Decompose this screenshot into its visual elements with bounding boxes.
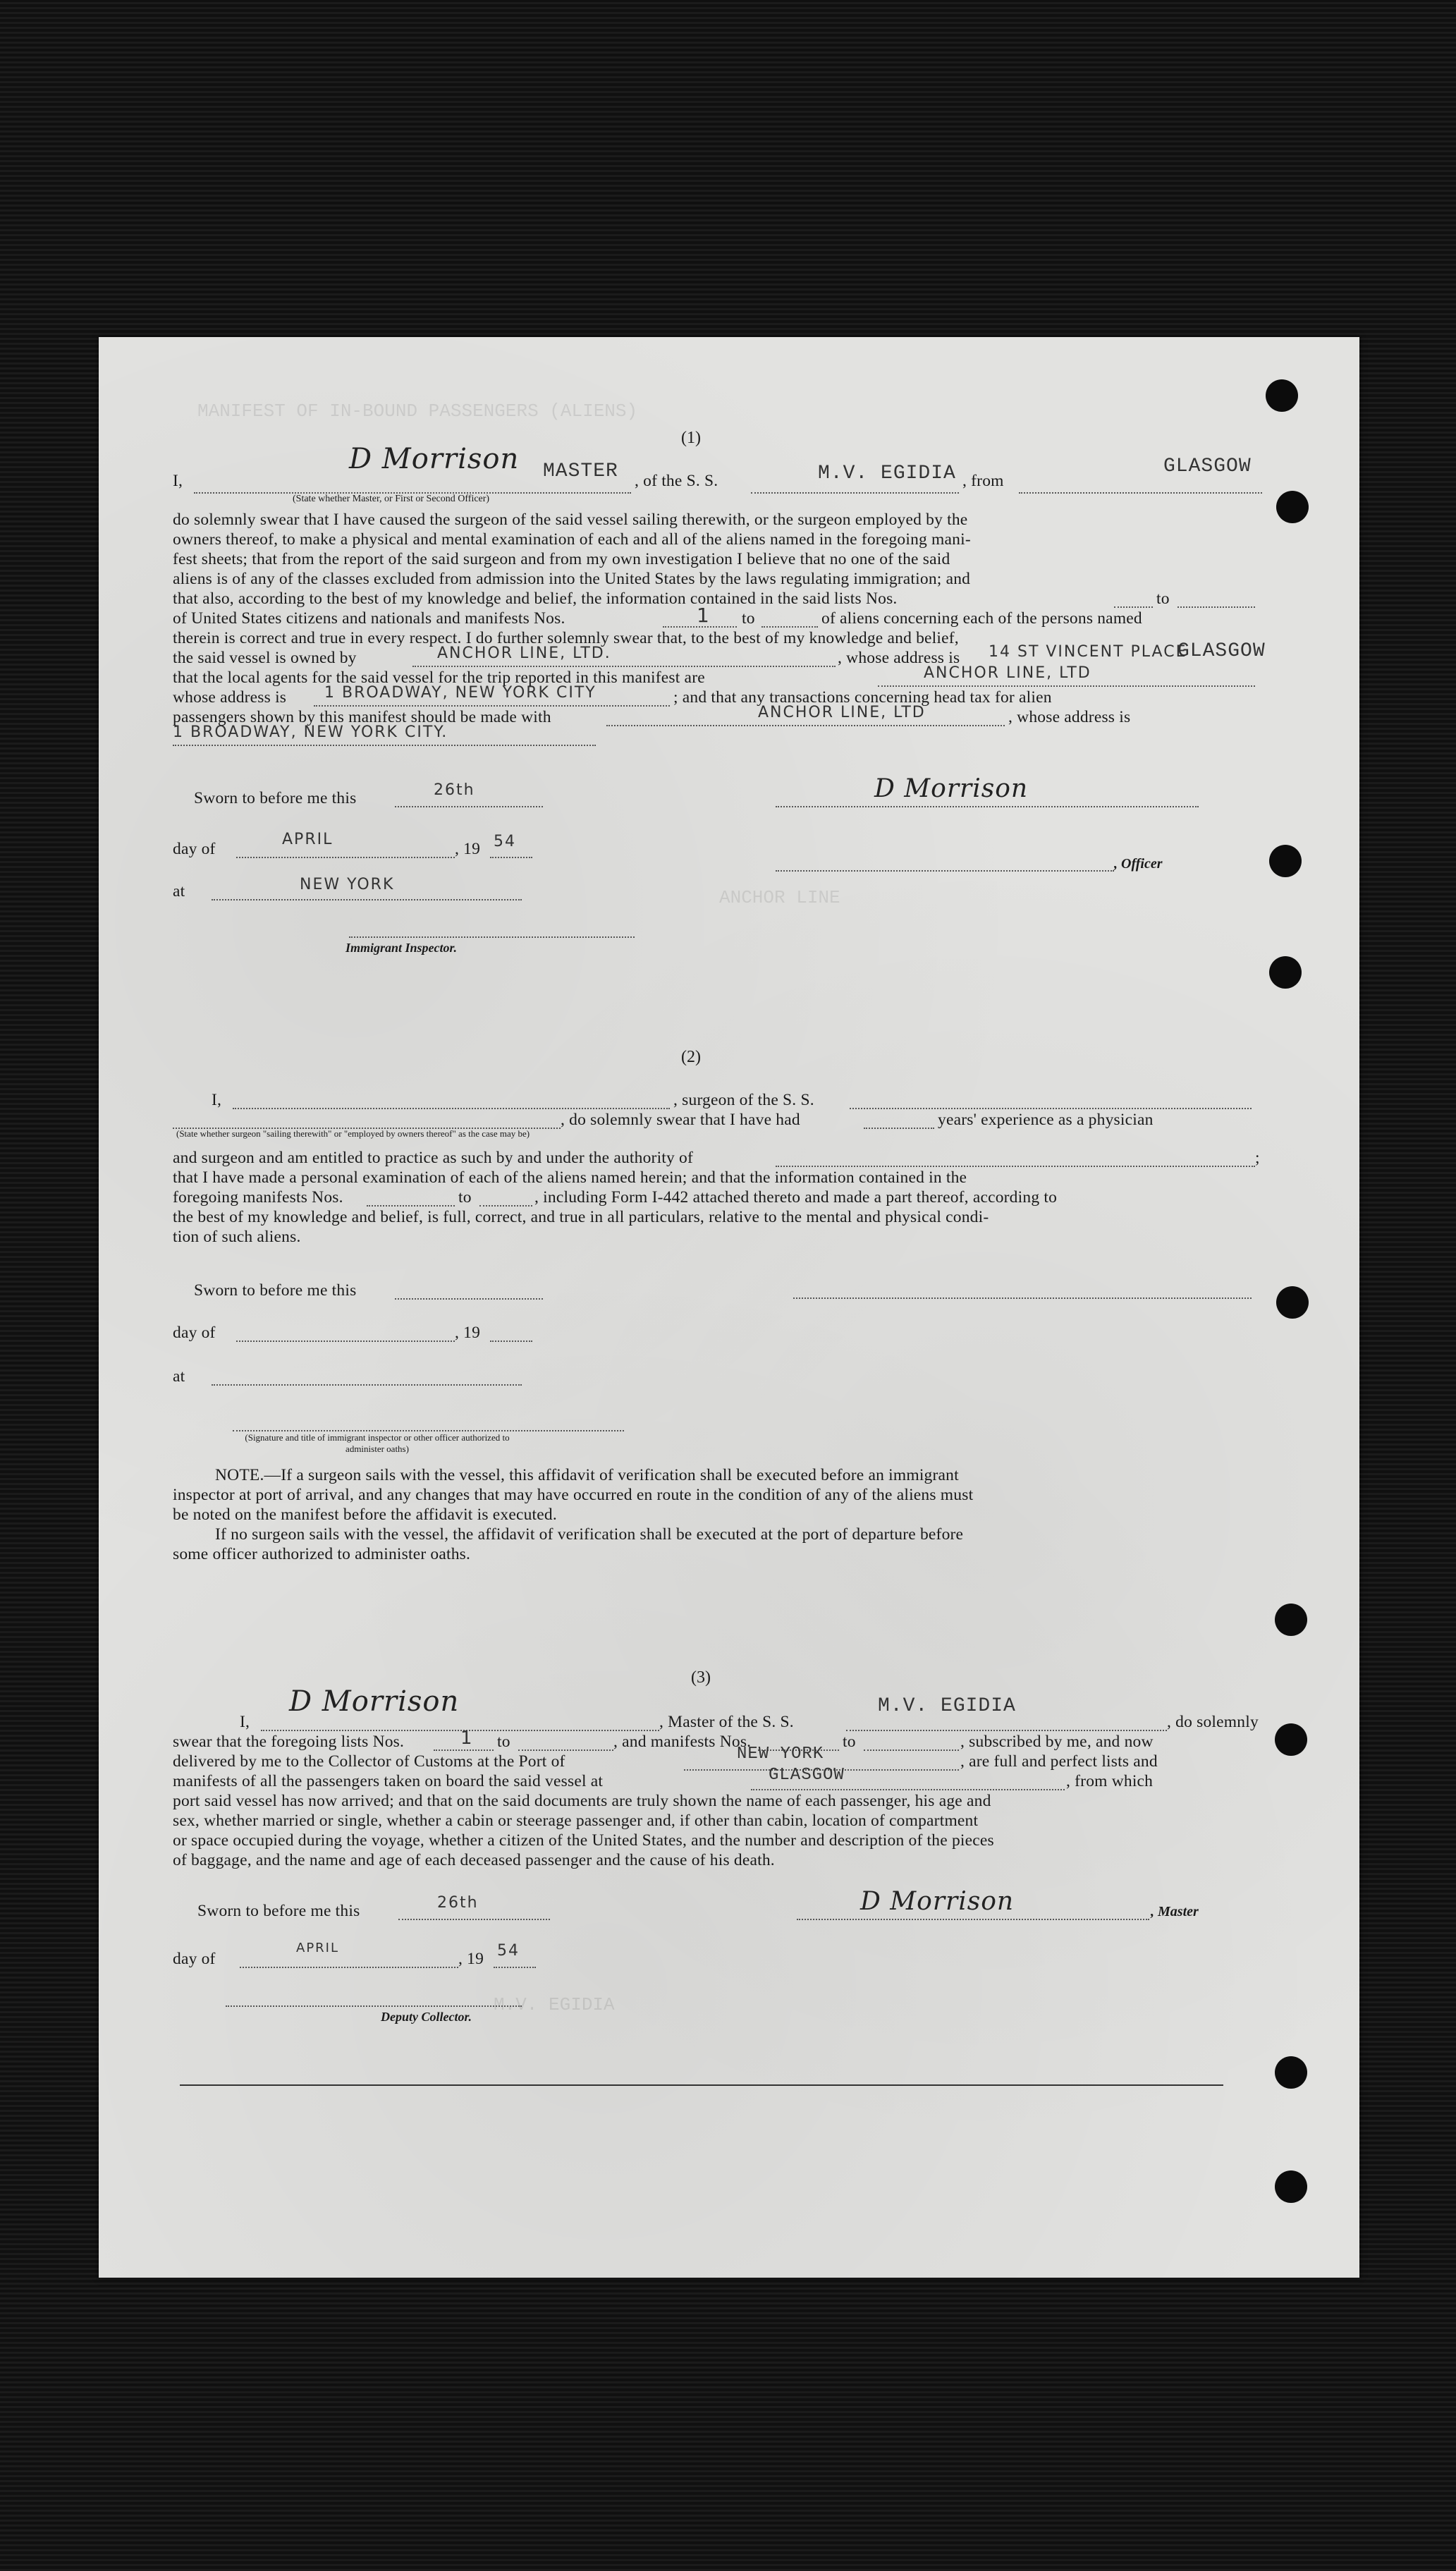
s1-master-signature: D Morrison: [349, 443, 520, 475]
s2-year-line: [490, 1341, 532, 1342]
s3-i-label: I,: [240, 1713, 250, 1731]
s1-port-line: [1019, 492, 1262, 494]
s2-authority-line: [776, 1166, 1255, 1167]
s3-port-departure: GLASGOW: [769, 1766, 845, 1785]
s1-agent-addr-line: [314, 705, 670, 707]
s2-swear-text: , do solemnly swear that I have had: [561, 1111, 800, 1129]
s2-month-line: [236, 1341, 455, 1342]
manifest-affidavit-sheet: MANIFEST OF IN-BOUND PASSENGERS (ALIENS) ANCHOR LINE M.V. EGIDIA (1) I, D Morrison MASTER , of the S. S. M.V. EGIDIA , from GLASGOW (State whether Master, or First or Second Officer) do solemnly swear that I have caused the surgeon of the said vessel sailing therewith, or the surgeon employed by the owners thereof, to make a physical and mental examination of each and all of the aliens named in the foregoing mani- fest sheets; that from the report of the said surgeon and from my own investigation I believe that no one of the said aliens is of any of the classes excluded from admission into the United States by the laws regulating immigration; and that also, according to the best of my knowledge and belief, the information contained in the said lists Nos. to of United States citizens and nationals and manifests Nos. 1 to of aliens concerning each of the persons named therein is correct and true in every respect. I do further solemnly swear that, to the best of my knowledge and belief, the said vessel is owned by ANCHOR LINE, LTD. , whose address is 14 ST VINCENT PLACE GLASGOW that the local agents for the said vessel for the trip reported in this manifest are ANCHOR LINE, LTD whose address is 1 BROADWAY, NEW YORK CITY ; and that any transactions concerning head tax for alien passengers shown by this manifest should be made with ANCHOR LINE, LTD , whose address is 1 BROADWAY, NEW YORK CITY. Sworn to before me this 26th D Morrison day of APRIL , 19 54 , Officer at NEW YORK Immigrant Inspector. (2) I, , surgeon of the S. S. , do solemnly swear that I have had years' experience as a physician (State whether surgeon "sailing therewith" or "employed by owners thereof" as the case may be) and surgeon and am entitled to practice as such by and under the authority of ; that I have made a personal examination of each of the aliens named herein; and that the information contained in the foregoing manifests Nos. to , including Form I-442 attached thereto and made a part thereof, according to the best of my knowledge and belief, is full, correct, and true in all particulars, relative to the mental and physical condi- tion of such aliens. Sworn to before me this day of , 19 at (Signature and title of immigrant inspector or other officer authorized to administer oaths) NOTE.—If a surgeon sails with the vessel, this affidavit of verification shall be executed before an immigrant inspector at port of arrival, and any changes that may have occurred en route in the condition of any of the aliens must be noted on the manifest before the affidavit is executed. If no surgeon sails with the vessel, the affidavit of verification shall be executed at the port of departure before some officer authorized to administer oaths. (3) I, D Morrison , Master of the S. S. M.V. EGIDIA , do solemnly swear that the foregoing lists Nos. 1 to , and manifests Nos. to , subscribed by me, and now delivered by me to the Collector of Customs at the Port of NEW YORK , are full and perfect lists and manifests of all the passengers taken on board the said vessel at GLASGOW , from which port said vessel has now arrived; and that on the said documents are truly shown the name of each passenger, his age and sex, whether married or single, whether a cabin or steerage passenger and, if other than cabin, location of compartment or space occupied during the voyage, whether a citizen of the United States, and the number and description of the pieces of baggage, and the name and age of each deceased passenger and the cause of his death. Sworn to before me this 26th D Morrison , Master day of APRIL , 19 54 Deputy Collector.: [99, 337, 1359, 2278]
s3-year-suffix: 54: [497, 1942, 520, 1960]
footer-rule: [180, 2084, 1223, 2086]
s1-owner-addr-label: , whose address is: [838, 649, 960, 667]
s2-note-0: NOTE.—If a surgeon sails with the vessel, this affidavit of verification shall be executed before an immigrant: [215, 1466, 959, 1484]
s1-line-10: passengers shown by this manifest should be made with: [173, 708, 551, 726]
s2-at-label: at: [173, 1367, 185, 1386]
s1-line-7: the said vessel is owned by: [173, 649, 357, 667]
section-2-number: (2): [681, 1048, 701, 1066]
s3-line-1: sex, whether married or single, whether a cabin or steerage passenger and, if other than cabin, location of compartment: [173, 1812, 979, 1830]
punch-hole: [1276, 491, 1309, 523]
s2-line-4: tion of such aliens.: [173, 1228, 301, 1246]
s1-officer-signature: D Morrison: [874, 774, 1029, 803]
s1-line-0: do solemnly swear that I have caused the surgeon of the said vessel sailing therewith, or the surgeon employed by the: [173, 511, 968, 529]
s2-note-2: be noted on the manifest before the affidavit is executed.: [173, 1506, 557, 1524]
s3-manifests-label: , and manifests Nos.: [613, 1733, 752, 1751]
s1-from-label: , from: [962, 472, 1004, 490]
s3-master-signature: D Morrison: [289, 1685, 460, 1718]
s2-note-1: inspector at port of arrival, and any changes that may have occurred en route in the condition of any of the aliens must: [173, 1486, 974, 1504]
s2-surgeon-of: , surgeon of the S. S.: [673, 1091, 814, 1109]
section-1-number: (1): [681, 429, 701, 447]
s1-i-label: I,: [173, 472, 183, 490]
s3-vessel: M.V. EGIDIA: [878, 1695, 1016, 1717]
punch-hole: [1276, 1286, 1309, 1319]
s1-inspector-label: Immigrant Inspector.: [345, 941, 458, 955]
s3-manifests-all: manifests of all the passengers taken on board the said vessel at: [173, 1772, 604, 1790]
s3-master-sig-line: [797, 1919, 1149, 1920]
s1-agent-address: 1 BROADWAY, NEW YORK CITY: [324, 684, 597, 702]
s2-name-line: [233, 1108, 670, 1109]
s3-delivered: delivered by me to the Collector of Customs at the Port of: [173, 1752, 565, 1771]
s1-payee-address: 1 BROADWAY, NEW YORK CITY.: [173, 723, 448, 741]
s1-line-1: owners thereof, to make a physical and mental examination of each and all of the aliens named in the foregoing mani-: [173, 530, 971, 549]
s2-inspector-line: [233, 1430, 624, 1431]
s2-day-of: day of: [173, 1324, 216, 1342]
s2-sworn-line: [395, 1298, 543, 1300]
s1-sworn-day: 26th: [434, 781, 475, 799]
s2-note-3: If no surgeon sails with the vessel, the affidavit of verification shall be executed at the port of departure before: [215, 1525, 964, 1544]
s1-line-5: of United States citizens and nationals and manifests Nos.: [173, 609, 565, 628]
s1-port: GLASGOW: [1163, 456, 1252, 477]
s1-owner-address: 14 ST VINCENT PLACE: [989, 643, 1187, 661]
s1-headtax-payee: ANCHOR LINE, LTD: [758, 704, 926, 721]
s1-state-note: (State whether Master, or First or Second Officer): [293, 494, 490, 504]
s3-to-label: to: [497, 1733, 510, 1751]
s3-port-arrival: NEW YORK: [737, 1745, 824, 1764]
s1-inspector-line: [349, 936, 635, 938]
s3-lists-to-line: [518, 1749, 613, 1751]
s2-i-label: I,: [212, 1091, 222, 1109]
s3-swear-lists: swear that the foregoing lists Nos.: [173, 1733, 405, 1751]
s3-to-label-2: to: [843, 1733, 856, 1751]
s2-officer-sig-line: [793, 1297, 1252, 1299]
s3-full-perfect: , are full and perfect lists and: [960, 1752, 1158, 1771]
s3-master-sig2: D Morrison: [860, 1887, 1015, 1916]
s3-port-departure-line: [751, 1789, 1065, 1790]
s3-sworn-day: 26th: [437, 1894, 479, 1912]
s1-year-line: [490, 857, 532, 858]
s1-sworn: Sworn to before me this: [194, 789, 357, 807]
s3-from-which: , from which: [1066, 1772, 1154, 1790]
s1-officer-sig-line: [776, 806, 1199, 807]
s1-manifest-to-line: [761, 626, 818, 628]
s1-whose-address: , whose address is: [1008, 708, 1131, 726]
s1-vessel: M.V. EGIDIA: [818, 463, 956, 484]
s3-lists-line: [434, 1749, 494, 1751]
s1-owner-line: [412, 666, 836, 667]
s1-agent-line: [878, 685, 1255, 687]
s2-line-3: the best of my knowledge and belief, is full, correct, and true in all particulars, relative to the mental and physical condi-: [173, 1208, 989, 1226]
s3-line-0: port said vessel has now arrived; and that on the said documents are truly shown the name of each passenger, his age and: [173, 1792, 991, 1810]
s3-solemnly: , do solemnly: [1167, 1713, 1259, 1731]
s2-manifests-line: [367, 1205, 455, 1207]
s3-subscribed: , subscribed by me, and now: [960, 1733, 1154, 1751]
s1-line-3: aliens is of any of the classes excluded from admission into the United States by the laws regulating immigration; and: [173, 570, 971, 588]
s3-collector-label: Deputy Collector.: [381, 2010, 472, 2024]
punch-hole: [1275, 1604, 1307, 1636]
s1-lists-line: [1114, 606, 1153, 608]
s3-master-label: , Master: [1151, 1904, 1199, 1919]
s2-line-0: and surgeon and am entitled to practice as such by and under the authority of: [173, 1149, 694, 1167]
s1-officer-label: , Officer: [1114, 856, 1163, 872]
s1-year-prefix: , 19: [455, 840, 481, 858]
s3-manifests-to-line: [864, 1749, 959, 1751]
s2-sig-note: (Signature and title of immigrant inspector or other officer authorized to administer oaths): [245, 1432, 510, 1454]
s2-years-line: [864, 1128, 934, 1129]
s1-manifest-to-label: to: [742, 609, 755, 628]
s2-sworn: Sworn to before me this: [194, 1281, 357, 1300]
s2-year-prefix: , 19: [455, 1324, 481, 1342]
section-3-number: (3): [691, 1668, 711, 1687]
s2-state-note: (State whether surgeon "sailing therewith" or "employed by owners thereof" as the case may be): [176, 1128, 530, 1139]
s2-to-label: to: [458, 1188, 472, 1207]
s1-line-6: therein is correct and true in every respect. I do further solemnly swear that, to the best of my knowledge and belief,: [173, 629, 959, 647]
s1-day-of: day of: [173, 840, 216, 858]
s1-line-8: that the local agents for the said vessel for the trip reported in this manifest are: [173, 668, 705, 687]
s3-line-2: or space occupied during the voyage, whether a citizen of the United States, and the number and description of the pieces: [173, 1831, 994, 1850]
s1-of-ss: , of the S. S.: [635, 472, 718, 490]
s1-owner-city: GLASGOW: [1177, 640, 1266, 662]
s1-payee-line: [606, 725, 1005, 726]
punch-hole: [1269, 956, 1302, 989]
punch-hole: [1266, 379, 1298, 412]
s1-year-suffix: 54: [494, 833, 516, 850]
s1-officer-line: [776, 870, 1114, 872]
s1-owner: ANCHOR LINE, LTD.: [437, 645, 611, 662]
s2-vessel-line: [850, 1108, 1252, 1109]
s2-semicolon: ;: [1255, 1149, 1260, 1167]
s3-line-3: of baggage, and the name and age of each deceased passenger and the cause of his death.: [173, 1851, 775, 1869]
punch-hole: [1275, 2056, 1307, 2089]
s3-sworn: Sworn to before me this: [197, 1902, 360, 1920]
s2-form-text: , including Form I-442 attached thereto and made a part thereof, according to: [534, 1188, 1058, 1207]
s1-month: APRIL: [282, 831, 334, 848]
s3-lists-from: 1: [460, 1728, 474, 1749]
s1-vessel-line: [751, 492, 959, 494]
s1-sworn-line: [395, 806, 543, 807]
s2-manifests-to-line: [479, 1205, 532, 1207]
s3-sworn-line: [398, 1919, 550, 1920]
s1-line-9: whose address is: [173, 688, 287, 707]
s1-month-line: [236, 857, 455, 858]
s1-rank: MASTER: [543, 460, 618, 482]
s1-line-2: fest sheets; that from the report of the said surgeon and from my own investigation I believe that no one of the said: [173, 550, 950, 568]
s1-aliens-tail: of aliens concerning each of the persons named: [821, 609, 1142, 628]
s3-master-of: , Master of the S. S.: [659, 1713, 794, 1731]
s1-agent: ANCHOR LINE, LTD: [924, 664, 1091, 682]
s1-payee-addr-line: [173, 745, 596, 746]
s1-place-line: [212, 899, 522, 900]
punch-hole: [1275, 1723, 1307, 1756]
punch-hole: [1275, 2170, 1307, 2203]
s2-line-2: foregoing manifests Nos.: [173, 1188, 343, 1207]
s3-collector-line: [226, 2005, 522, 2007]
s1-line-4: that also, according to the best of my knowledge and belief, the information contained in the said lists Nos.: [173, 590, 898, 608]
s1-to-label: to: [1156, 590, 1170, 608]
s3-month: APRIL: [296, 1941, 340, 1955]
s1-at-label: at: [173, 882, 185, 900]
s1-headtax-text: ; and that any transactions concerning head tax for alien: [673, 688, 1052, 707]
s1-lists-to-line: [1177, 606, 1255, 608]
s3-day-of: day of: [173, 1950, 216, 1968]
s2-note-4: some officer authorized to administer oaths.: [173, 1545, 471, 1563]
s3-year-prefix: , 19: [458, 1950, 484, 1968]
s3-year-line: [494, 1967, 536, 1968]
s3-vessel-line: [846, 1730, 1167, 1731]
s1-manifest-from: 1: [697, 604, 711, 627]
s1-place: NEW YORK: [300, 876, 395, 893]
s3-month-line: [240, 1967, 458, 1968]
punch-hole: [1269, 845, 1302, 877]
s2-years-text: years' experience as a physician: [938, 1111, 1154, 1129]
s2-line-1: that I have made a personal examination of each of the aliens named herein; and that the information contained in the: [173, 1168, 967, 1187]
s2-place-line: [212, 1384, 522, 1386]
